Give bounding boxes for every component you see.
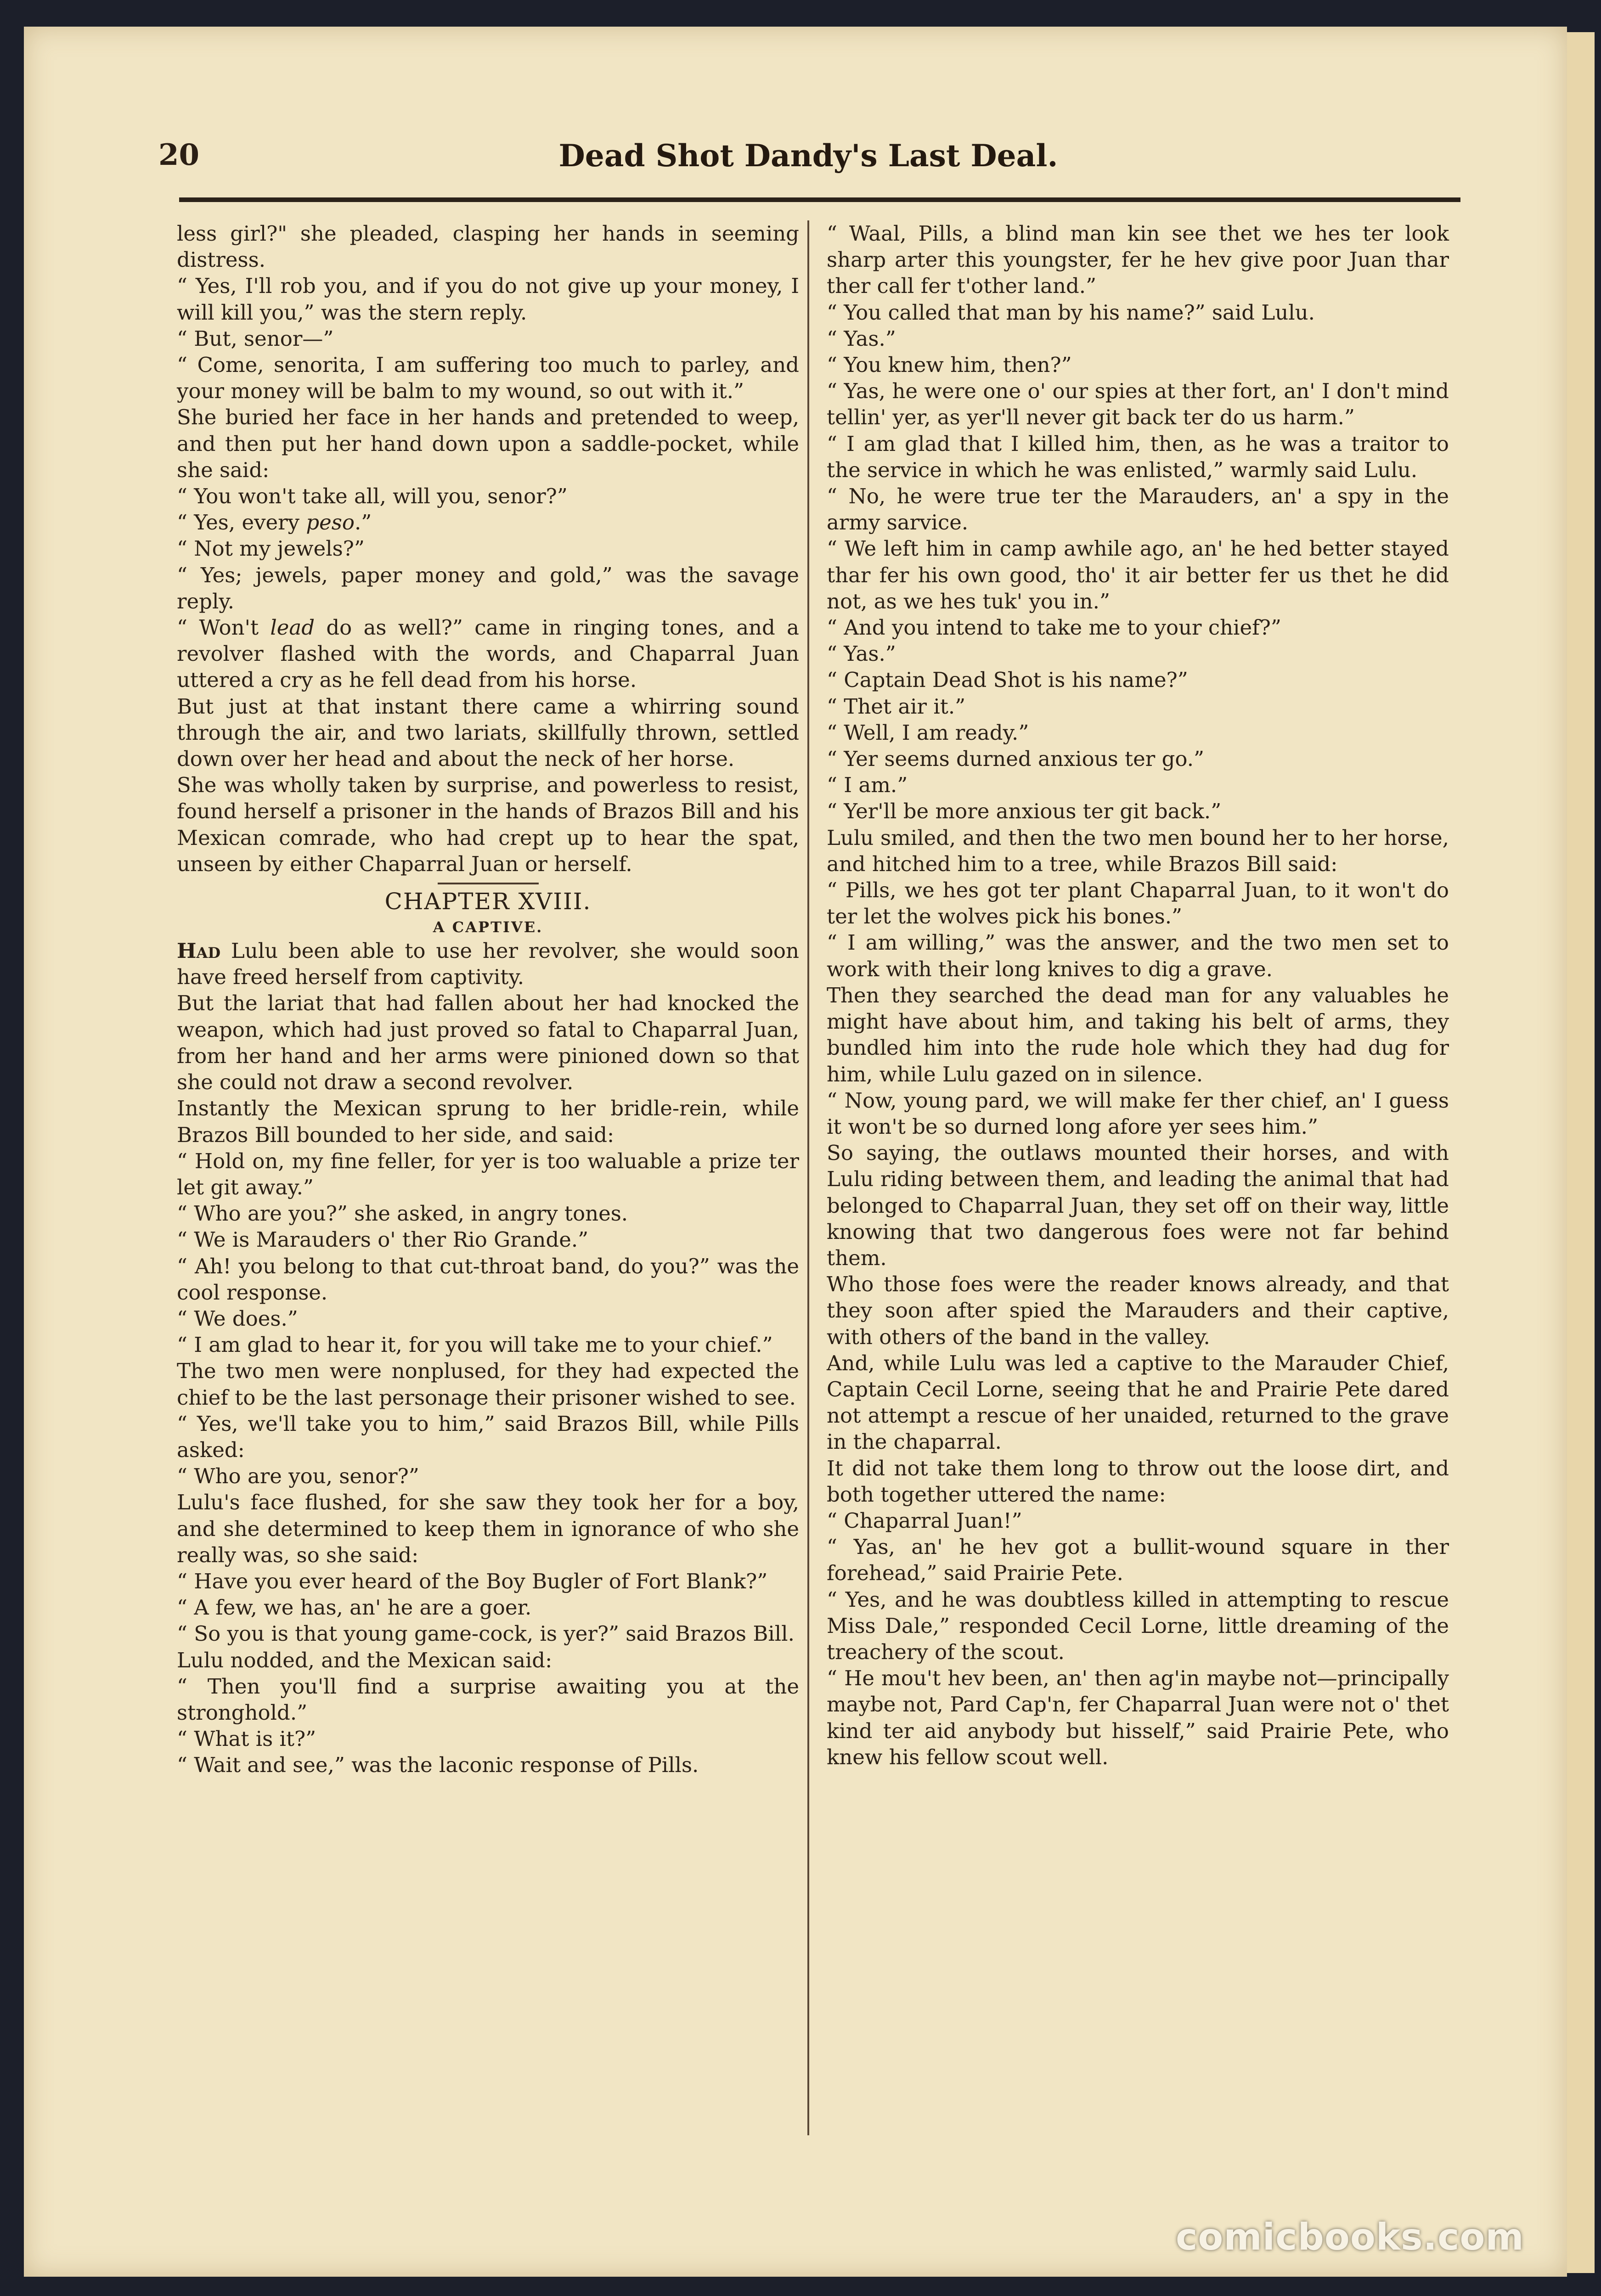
paragraph: “ We is Marauders o' ther Rio Grande.” — [177, 1227, 589, 1252]
paragraph: “ Pills, we hes got ter plant Chaparral Juan, to it won't do ter let the wolves pick his bones.” — [827, 878, 1449, 929]
paragraph: “ So you is that young game-cock, is yer?” said Brazos Bill. — [177, 1621, 795, 1646]
paragraph: “ Yes, and he was doubtless killed in attempting to rescue Miss Dale,” responded Cecil Lorne, little dreaming of the treachery of the scout. — [827, 1587, 1449, 1664]
paragraph: “ Chaparral Juan!” — [827, 1508, 1022, 1533]
paragraph: But just at that instant there came a whirring sound through the air, and two lariats, skillfully thrown, settled down over her head and about the neck of her horse. — [177, 694, 799, 771]
paragraph: “ I am willing,” was the answer, and the two men set to work with their long knives to dig a grave. — [827, 930, 1449, 981]
paragraph: Lulu's face flushed, for she saw they took her for a boy, and she determined to keep them in ignorance of who she really was, so she said: — [177, 1490, 799, 1567]
page-header — [158, 138, 1458, 193]
paragraph: “ Yas.” — [827, 326, 896, 351]
paragraph: “ Yes, I'll rob you, and if you do not give up your money, I will kill you,” was the stern reply. — [177, 274, 799, 325]
paragraph: less girl?" she pleaded, clasping her hands in seeming distress. — [177, 221, 799, 272]
paragraph: “ A few, we has, an' he are a goer. — [177, 1595, 532, 1620]
paragraph: “ We does.” — [177, 1306, 298, 1331]
paragraph: “ Come, senorita, I am suffering too much to parley, and your money will be balm to my wound, so out with it.” — [177, 353, 799, 404]
text-run: do as well?” came in ringing tones, and a revolver flashed with the words, and Chaparral Juan uttered a cry as he fell dead from his horse. — [177, 615, 799, 692]
chapter-subtitle: A CAPTIVE. — [433, 918, 543, 936]
watermark: comicbooks.com — [1176, 2216, 1524, 2258]
header-rule — [179, 197, 1460, 202]
paragraph: “ No, he were true ter the Marauders, an' a spy in the army sarvice. — [827, 484, 1449, 535]
paragraph: “ Ah! you belong to that cut-throat band, do you?” was the cool response. — [177, 1254, 799, 1305]
chapter-title: CHAPTER XVIII. — [384, 888, 592, 915]
paragraph: Instantly the Mexican sprung to her bridle-rein, while Brazos Bill bounded to her side, and said: — [177, 1096, 799, 1147]
paragraph — [177, 938, 799, 990]
paragraph: “ Who are you, senor?” — [177, 1464, 419, 1489]
paragraph: “ Now, young pard, we will make fer ther chief, an' I guess it won't be so durned long afore yer sees him.” — [827, 1088, 1449, 1139]
paragraph: “ Then you'll find a surprise awaiting you at the stronghold.” — [177, 1674, 799, 1725]
paragraph: But the lariat that had fallen about her had knocked the weapon, which had just proved so fatal to Chaparral Juan, from her hand and her arms were pinioned down so that she could not draw a second revolver. — [177, 991, 799, 1095]
paragraph — [177, 509, 799, 535]
right-column — [827, 220, 1449, 1770]
paragraph: “ Captain Dead Shot is his name?” — [827, 668, 1188, 692]
text-run: .” — [355, 510, 372, 535]
paragraph: “ He mou't hev been, an' then ag'in maybe not—principally maybe not, Pard Cap'n, fer Chaparral Juan were not o' thet kind ter aid anybody but hisself,” said Prairie Pete, who knew his fellow scout well. — [827, 1666, 1449, 1769]
paragraph: “ Yer seems durned anxious ter go.” — [827, 747, 1204, 771]
text-run: “ Won't — [177, 615, 271, 640]
paragraph: “ Not my jewels?” — [177, 536, 365, 561]
paragraph: “ Yas, he were one o' our spies at ther fort, an' I don't mind tellin' yer, as yer'll never git back ter do us harm.” — [827, 379, 1449, 430]
paragraph: “ Waal, Pills, a blind man kin see thet we hes ter look sharp arter this youngster, fer he hev give poor Juan thar ther call fer t'other land.” — [827, 221, 1449, 298]
italic-word: lead — [270, 615, 315, 640]
paragraph: Lulu nodded, and the Mexican said: — [177, 1648, 552, 1672]
smallcaps-opening: Had — [177, 939, 221, 963]
paragraph: “ Wait and see,” was the laconic response of Pills. — [177, 1753, 699, 1778]
paragraph: “ I am glad to hear it, for you will take me to your chief.” — [177, 1333, 773, 1357]
paragraph: Who those foes were the reader knows already, and that they soon after spied the Marauders and their captive, with others of the band in the valley. — [827, 1272, 1449, 1349]
paragraph: Lulu smiled, and then the two men bound her to her horse, and hitched him to a tree, while Brazos Bill said: — [827, 825, 1449, 876]
page-number: 20 — [158, 138, 200, 172]
paragraph: “ I am glad that I killed him, then, as he was a traitor to the service in which he was enlisted,” warmly said Lulu. — [827, 431, 1449, 482]
paragraph: “ Who are you?” she asked, in angry tones. — [177, 1201, 628, 1226]
paragraph: “ I am.” — [827, 773, 908, 798]
paragraph: “ Yes, we'll take you to him,” said Brazos Bill, while Pills asked: — [177, 1411, 799, 1462]
text-run: Lulu been able to use her revolver, she would soon have freed herself from captivity. — [177, 939, 799, 990]
paragraph: “ We left him in camp awhile ago, an' he hed better stayed thar fer his own good, tho' it air better fer us thet he did not, as we hes tuk' you in.” — [827, 536, 1449, 613]
paragraph: “ And you intend to take me to your chief?” — [827, 615, 1281, 640]
paragraph: It did not take them long to throw out the loose dirt, and both together uttered the name: — [827, 1456, 1449, 1507]
paragraph: “ But, senor—” — [177, 326, 334, 351]
paragraph: “ Have you ever heard of the Boy Bugler of Fort Blank?” — [177, 1569, 768, 1593]
paragraph: “ You knew him, then?” — [827, 353, 1072, 377]
chapter-heading — [177, 883, 799, 938]
running-title: Dead Shot Dandy's Last Deal. — [558, 138, 1058, 174]
paragraph: She buried her face in her hands and pretended to weep, and then put her hand down upon a saddle-pocket, while she said: — [177, 405, 799, 482]
italic-word: peso — [306, 510, 355, 535]
chapter-rule — [438, 883, 539, 884]
paragraph: “ Yer'll be more anxious ter git back.” — [827, 799, 1222, 824]
paragraph: She was wholly taken by surprise, and powerless to resist, found herself a prisoner in the hands of Brazos Bill and his Mexican comrade, who had crept up to hear the spat, unseen by either Chaparral Juan or herself. — [177, 773, 799, 876]
paragraph: “ Yas.” — [827, 642, 896, 666]
paragraph: “ Yas, an' he hev got a bullit-wound square in ther forehead,” said Prairie Pete. — [827, 1535, 1449, 1586]
paragraph: So saying, the outlaws mounted their horses, and with Lulu riding between them, and leading the animal that had belonged to Chaparral Juan, they set off on their way, little knowing that two dangerous foes were not far behind them. — [827, 1141, 1449, 1270]
left-column — [177, 220, 799, 1778]
paragraph — [177, 614, 799, 693]
paragraph: “ You won't take all, will you, senor?” — [177, 484, 568, 509]
page-edge — [1567, 32, 1595, 2273]
paragraph: “ What is it?” — [177, 1727, 316, 1751]
paragraph: And, while Lulu was led a captive to the Marauder Chief, Captain Cecil Lorne, seeing that he and Prairie Pete dared not attempt a rescue of her unaided, returned to the grave in the chaparral. — [827, 1351, 1449, 1454]
paragraph: “ Well, I am ready.” — [827, 720, 1029, 745]
paragraph: Then they searched the dead man for any valuables he might have about him, and taking his belt of arms, they bundled him into the rude hole which they had dug for him, while Lulu gazed on in silence. — [827, 983, 1449, 1086]
column-divider — [807, 220, 809, 2135]
paragraph: “ Thet air it.” — [827, 694, 966, 719]
paragraph: “ You called that man by his name?” said Lulu. — [827, 300, 1315, 325]
text-run: “ Yes, every — [177, 510, 306, 535]
paragraph: The two men were nonplused, for they had expected the chief to be the last personage their prisoner wished to see. — [177, 1359, 799, 1410]
paragraph: “ Yes; jewels, paper money and gold,” was the savage reply. — [177, 563, 799, 613]
paragraph: “ Hold on, my fine feller, for yer is too waluable a prize ter let git away.” — [177, 1148, 799, 1199]
